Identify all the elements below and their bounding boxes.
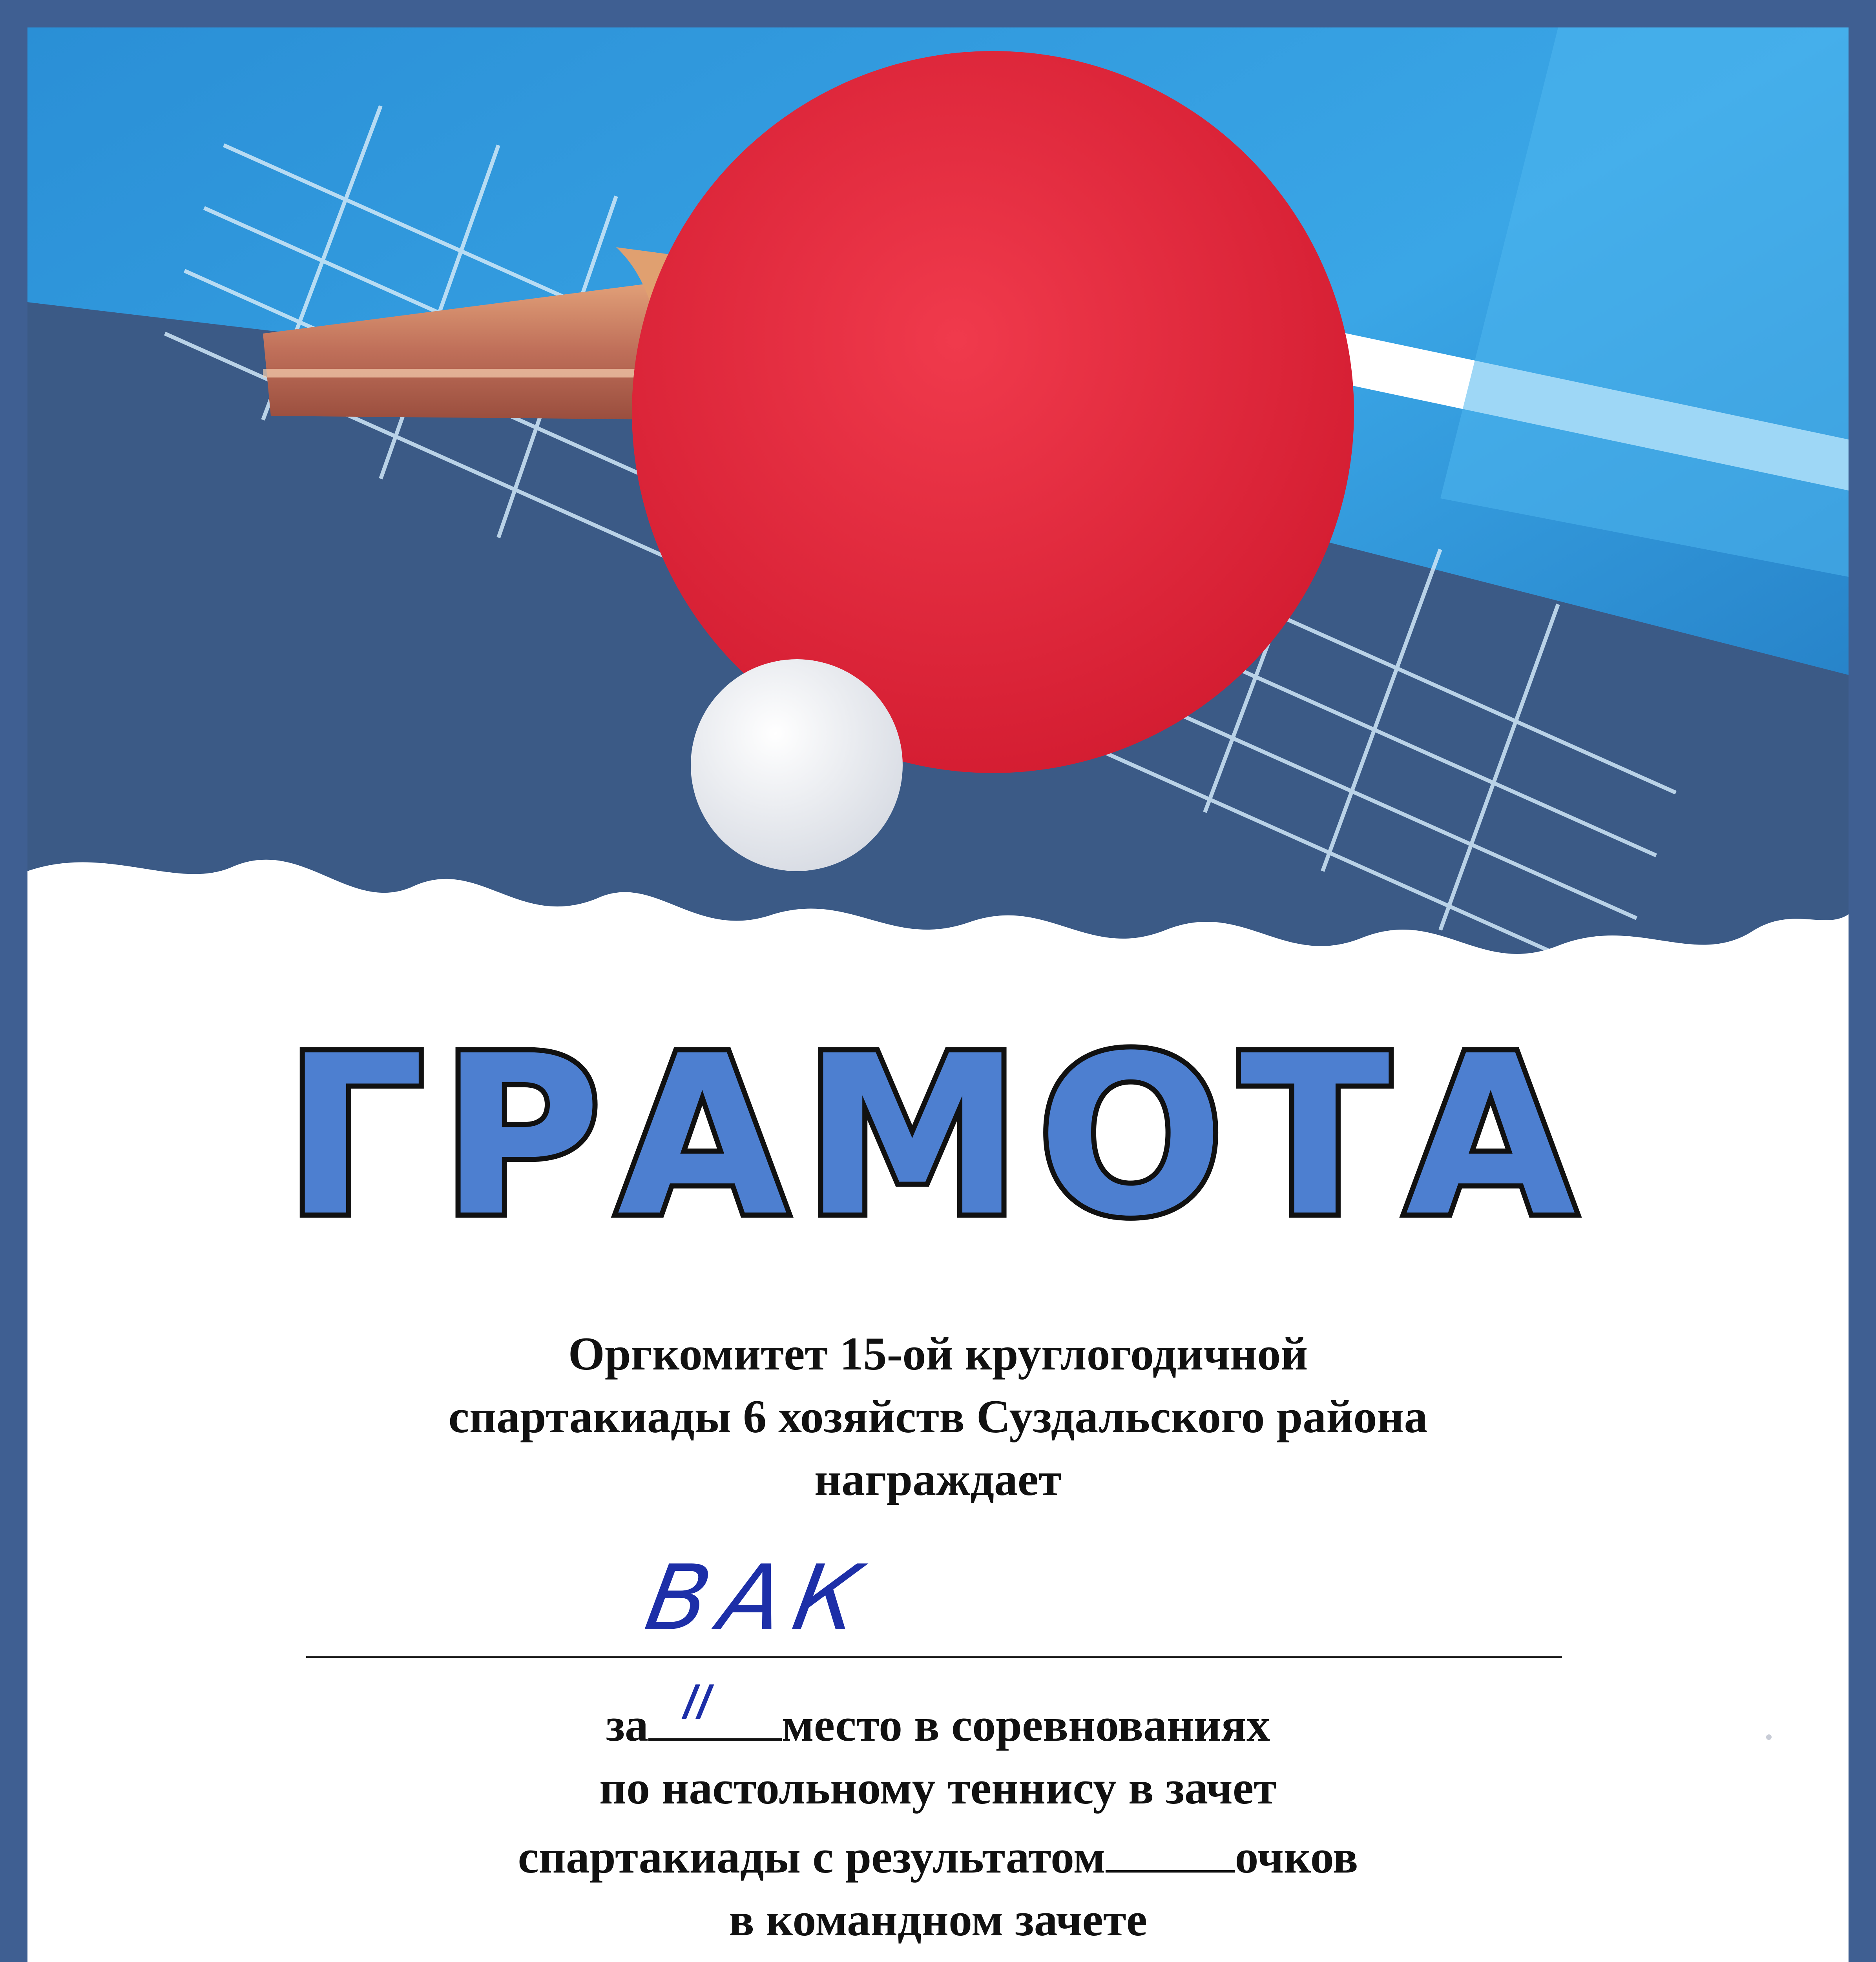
place-line — [27, 1676, 1849, 1756]
title-area — [27, 1001, 1849, 1275]
scan-speck — [1766, 1734, 1772, 1740]
points-blank — [1106, 1819, 1235, 1873]
place-suffix: место в соревнованиях — [782, 1699, 1270, 1751]
sport-line: по настольному теннису в зачет — [599, 1761, 1277, 1814]
paddle-blade — [632, 51, 1354, 773]
place-prefix: за — [606, 1699, 649, 1751]
organizer-text — [27, 1322, 1849, 1511]
result-line — [27, 1819, 1849, 1888]
recipient-line — [306, 1656, 1562, 1658]
recipient-handwritten: ВАК — [638, 1546, 880, 1651]
place-value: II — [678, 1676, 717, 1730]
certificate-title: ГРАМОТА — [285, 1009, 1591, 1265]
organizer-line-1: Оргкомитет 15-ой круглогодичной — [568, 1327, 1308, 1380]
place-text — [27, 1676, 1849, 1951]
result-suffix: очков — [1235, 1831, 1358, 1883]
place-blank — [648, 1676, 782, 1741]
organizer-line-3: награждает — [814, 1453, 1062, 1505]
result-prefix: спартакиады с результатом — [518, 1831, 1106, 1883]
certificate-sheet — [27, 27, 1849, 1962]
organizer-line-2: спартакиады 6 хозяйств Суздальского района — [448, 1390, 1428, 1442]
team-line: в командном зачете — [729, 1893, 1147, 1946]
ball — [691, 659, 903, 871]
title-svg — [27, 1001, 1849, 1275]
table-tennis-illustration — [27, 27, 1849, 1071]
